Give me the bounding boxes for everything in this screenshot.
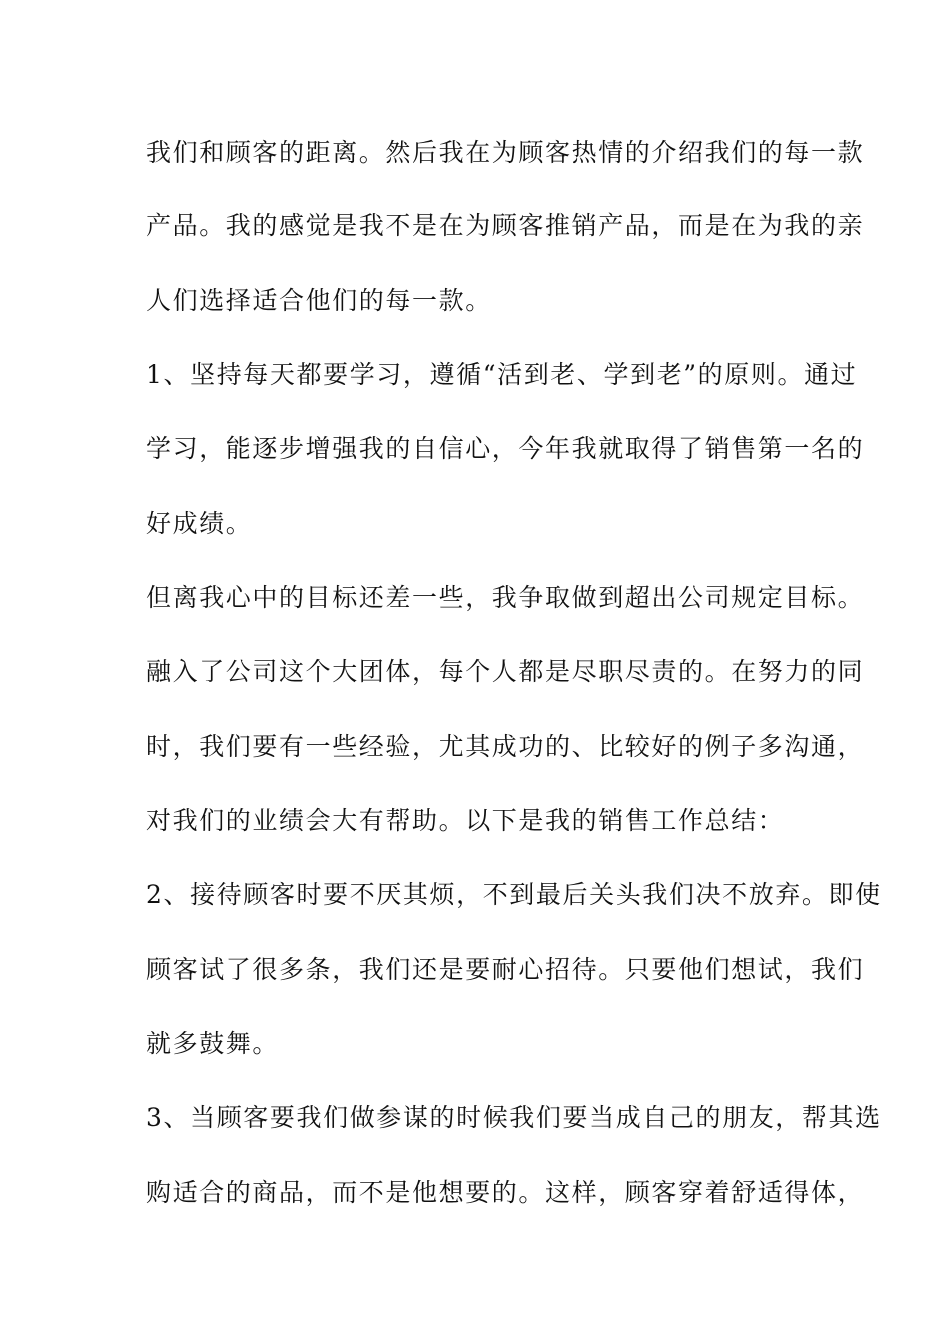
text-line: 对我们的业绩会大有帮助。以下是我的销售工作总结：: [146, 806, 785, 835]
text-line: 顾客试了很多条，我们还是要耐心招待。只要他们想试，我们: [146, 955, 865, 984]
text-line: 产品。我的感觉是我不是在为顾客推销产品，而是在为我的亲: [146, 211, 865, 240]
text-line: 就多鼓舞。: [146, 1029, 280, 1058]
text-line: 我们和顾客的距离。然后我在为顾客热情的介绍我们的每一款: [146, 138, 865, 167]
text-line: 人们选择适合他们的每一款。: [146, 286, 492, 315]
text-line: 时，我们要有一些经验，尤其成功的、比较好的例子多沟通，: [146, 732, 865, 761]
text-line: 1、坚持每天都要学习，遵循“活到老、学到老”的原则。通过: [146, 360, 858, 389]
text-line: 融入了公司这个大团体，每个人都是尽职尽责的。在努力的同: [146, 657, 865, 686]
text-line: 好成绩。: [146, 509, 253, 538]
text-line: 3、当顾客要我们做参谋的时候我们要当成自己的朋友，帮其选: [146, 1103, 882, 1132]
text-line: 购适合的商品，而不是他想要的。这样，顾客穿着舒适得体，: [146, 1178, 865, 1207]
text-line: 2、接待顾客时要不厌其烦，不到最后关头我们决不放弃。即使: [146, 880, 882, 909]
text-line: 学习，能逐步增强我的自信心，今年我就取得了销售第一名的: [146, 434, 865, 463]
text-line: 但离我心中的目标还差一些，我争取做到超出公司规定目标。: [146, 583, 865, 612]
